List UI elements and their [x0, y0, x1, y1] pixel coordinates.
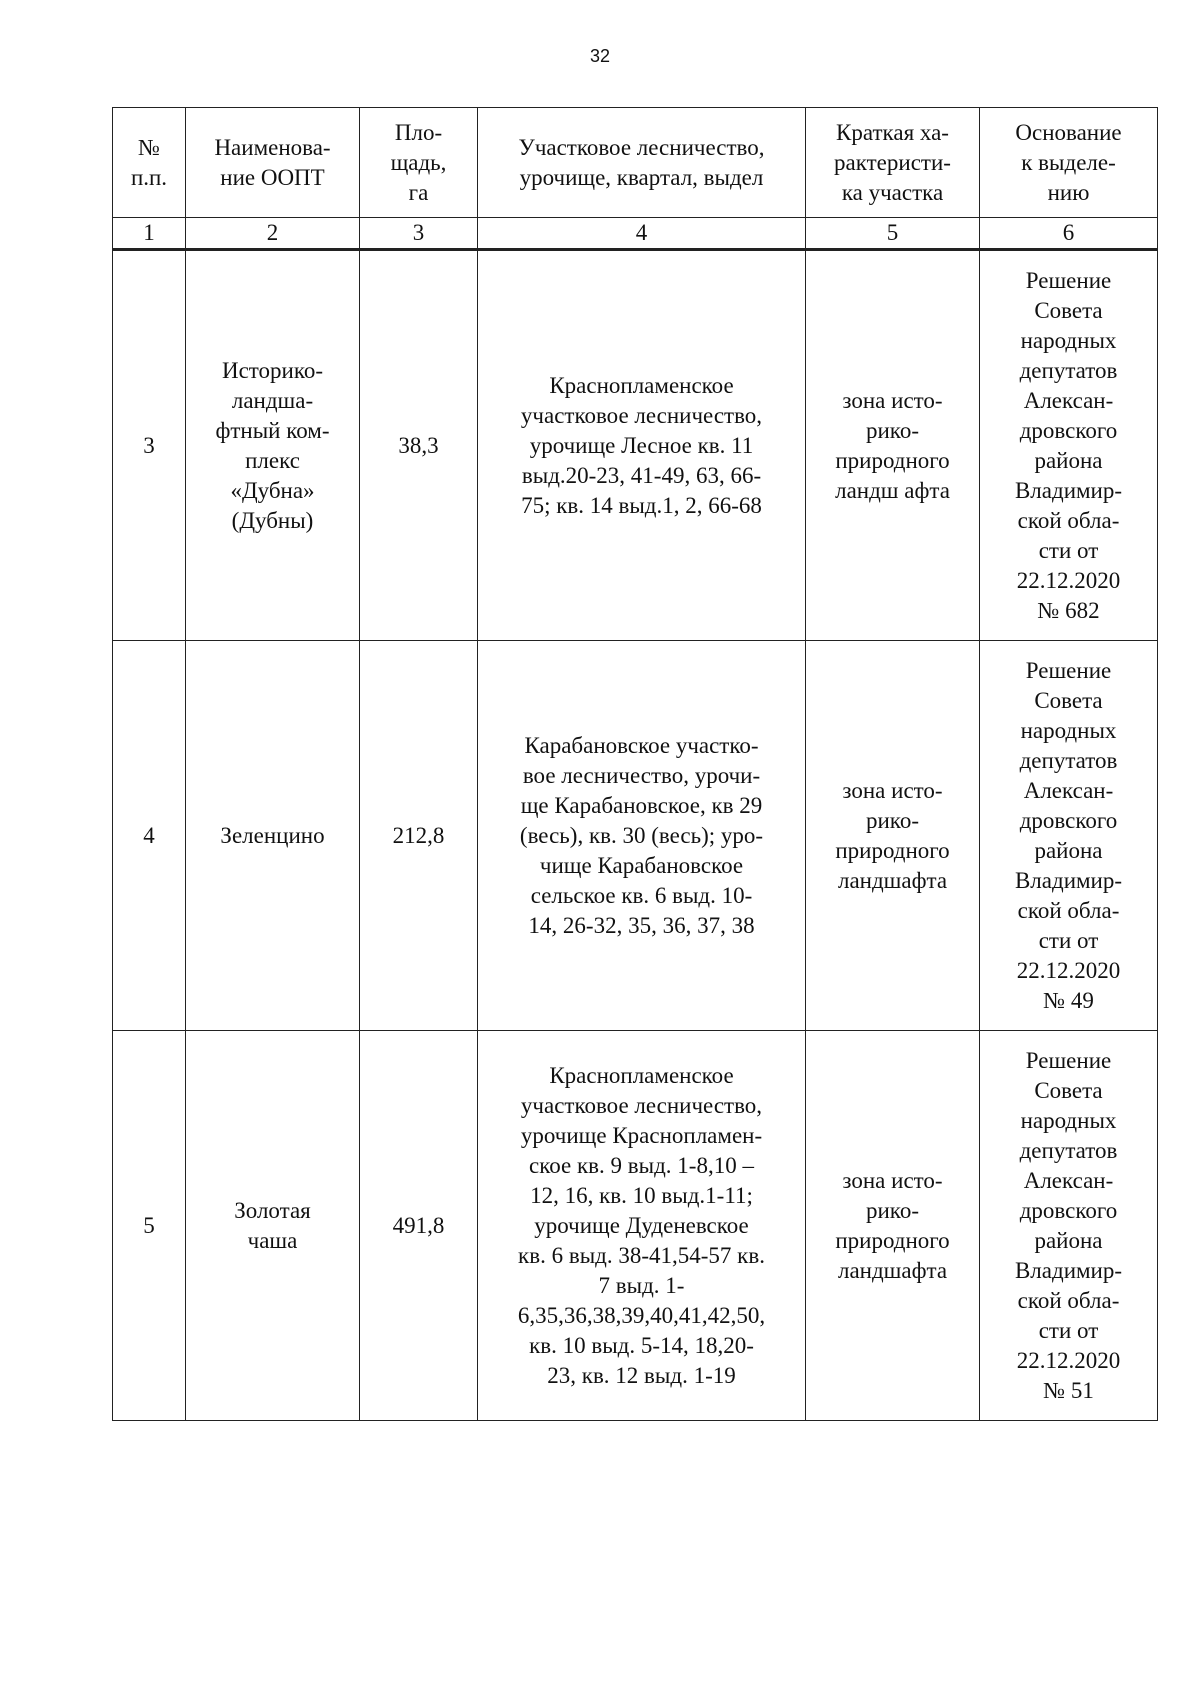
column-number-cell: 6	[980, 218, 1158, 250]
characteristic-cell: зона исто- рико- природного ландш афта	[806, 250, 980, 641]
characteristic-cell: зона исто- рико- природного ландшафта	[806, 1031, 980, 1421]
row-number-cell: 4	[113, 641, 186, 1031]
header-cell-number: № п.п.	[113, 108, 186, 218]
area-cell: 38,3	[360, 250, 478, 641]
header-cell-area: Пло- щадь, га	[360, 108, 478, 218]
basis-cell: Решение Совета народных депутатов Алексан- дровского района Владимир- ской обла- сти от 22.12.2020 № 51	[980, 1031, 1158, 1421]
column-number-cell: 1	[113, 218, 186, 250]
oopt-table	[112, 107, 1158, 1421]
page-number: 32	[589, 46, 611, 66]
column-number-cell: 3	[360, 218, 478, 250]
column-number-row	[113, 218, 1158, 250]
table-row	[113, 641, 1158, 1031]
header-cell-basis: Основание к выделе- нию	[980, 108, 1158, 218]
header-cell-location: Участковое лесничество, урочище, квартал, выдел	[478, 108, 806, 218]
row-number-cell: 5	[113, 1031, 186, 1421]
column-number-cell: 5	[806, 218, 980, 250]
header-cell-name: Наименова- ние ООПТ	[186, 108, 360, 218]
location-cell: Краснопламенское участковое лесничество, урочище Лесное кв. 11 выд.20-23, 41-49, 63, 66- 75; кв. 14 выд.1, 2, 66-68	[478, 250, 806, 641]
location-cell: Краснопламенское участковое лесничество, урочище Краснопламен- ское кв. 9 выд. 1-8,10 – 12, 16, кв. 10 выд.1-11; урочище Дуденевское кв. 6 выд. 38-41,54-57 кв. 7 выд. 1- 6,35,36,38,39,40,41,42,50, кв. 10 выд. 5-14, 18,20- 23, кв. 12 выд. 1-19	[478, 1031, 806, 1421]
area-cell: 212,8	[360, 641, 478, 1031]
table-header-row	[113, 108, 1158, 218]
oopt-name-cell: Зеленцино	[186, 641, 360, 1031]
row-number-cell: 3	[113, 250, 186, 641]
table-row	[113, 250, 1158, 641]
basis-cell: Решение Совета народных депутатов Алексан- дровского района Владимир- ской обла- сти от 22.12.2020 № 682	[980, 250, 1158, 641]
oopt-name-cell: Золотая чаша	[186, 1031, 360, 1421]
oopt-name-cell: Историко- ландша- фтный ком- плекс «Дубна» (Дубны)	[186, 250, 360, 641]
area-cell: 491,8	[360, 1031, 478, 1421]
table-row	[113, 1031, 1158, 1421]
location-cell: Карабановское участко- вое лесничество, урочи- ще Карабановское, кв 29 (весь), кв. 30 (весь); уро- чище Карабановское сельское кв. 6 выд. 10- 14, 26-32, 35, 36, 37, 38	[478, 641, 806, 1031]
header-cell-characteristic: Краткая ха- рактеристи- ка участка	[806, 108, 980, 218]
basis-cell: Решение Совета народных депутатов Алексан- дровского района Владимир- ской обла- сти от 22.12.2020 № 49	[980, 641, 1158, 1031]
column-number-cell: 4	[478, 218, 806, 250]
characteristic-cell: зона исто- рико- природного ландшафта	[806, 641, 980, 1031]
column-number-cell: 2	[186, 218, 360, 250]
